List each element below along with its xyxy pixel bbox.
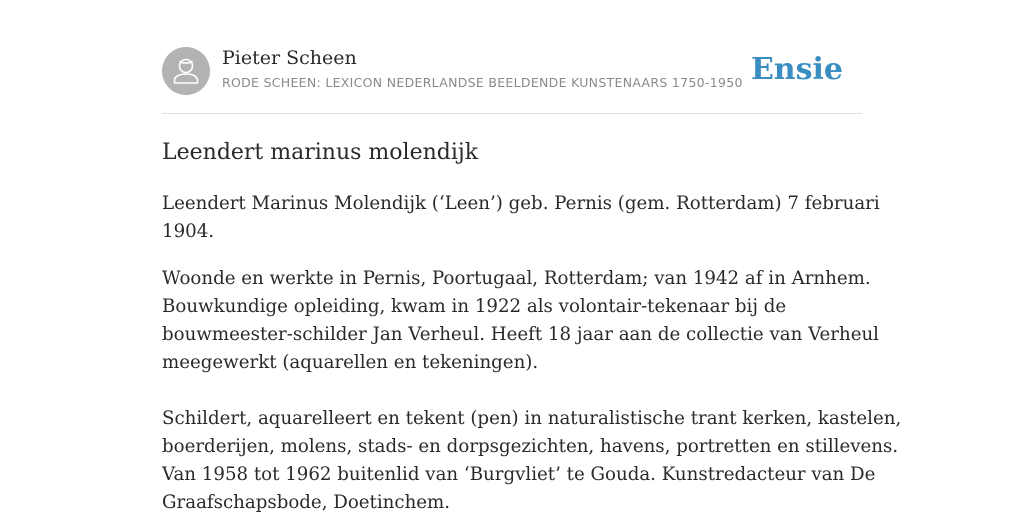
- text-line: Schildert, aquarelleert en tekent (pen) in naturalistische trant kerken, kastelen,: [162, 408, 902, 429]
- article-body: [162, 190, 902, 512]
- text-line: Van 1958 tot 1962 buitenlid van ‘Burgvliet’ te Gouda. Kunstredacteur van De: [162, 464, 876, 485]
- ensie-logo[interactable]: Ensie: [750, 52, 843, 87]
- avatar[interactable]: [162, 47, 210, 95]
- article-title: Leendert marinus molendijk: [162, 140, 479, 165]
- text-line: Woonde en werkte in Pernis, Poortugaal, Rotterdam; van 1942 af in Arnhem.: [162, 268, 871, 289]
- paragraph-work: [162, 405, 902, 512]
- text-line: meegewerkt (aquarellen en tekeningen).: [162, 352, 539, 373]
- header-divider: [162, 113, 862, 114]
- text-line: Leendert Marinus Molendijk (‘Leen’) geb. Pernis (gem. Rotterdam) 7 februari: [162, 193, 880, 214]
- source-title[interactable]: RODE SCHEEN: LEXICON NEDERLANDSE BEELDENDE KUNSTENAARS 1750-1950: [222, 75, 743, 90]
- text-line: Bouwkundige opleiding, kwam in 1922 als volontair-tekenaar bij de: [162, 296, 787, 317]
- text-line: boerderijen, molens, stads- en dorpsgezichten, havens, portretten en stillevens.: [162, 436, 899, 457]
- paragraph-birth: [162, 190, 880, 246]
- paragraph-career: [162, 265, 879, 377]
- text-line: 1904.: [162, 221, 215, 242]
- text-line: Graafschapsbode, Doetinchem.: [162, 492, 451, 512]
- user-placeholder-icon: [162, 47, 210, 95]
- article-header: [162, 46, 862, 98]
- author-name[interactable]: Pieter Scheen: [222, 47, 357, 69]
- text-line: bouwmeester-schilder Jan Verheul. Heeft 18 jaar aan de collectie van Verheul: [162, 324, 879, 345]
